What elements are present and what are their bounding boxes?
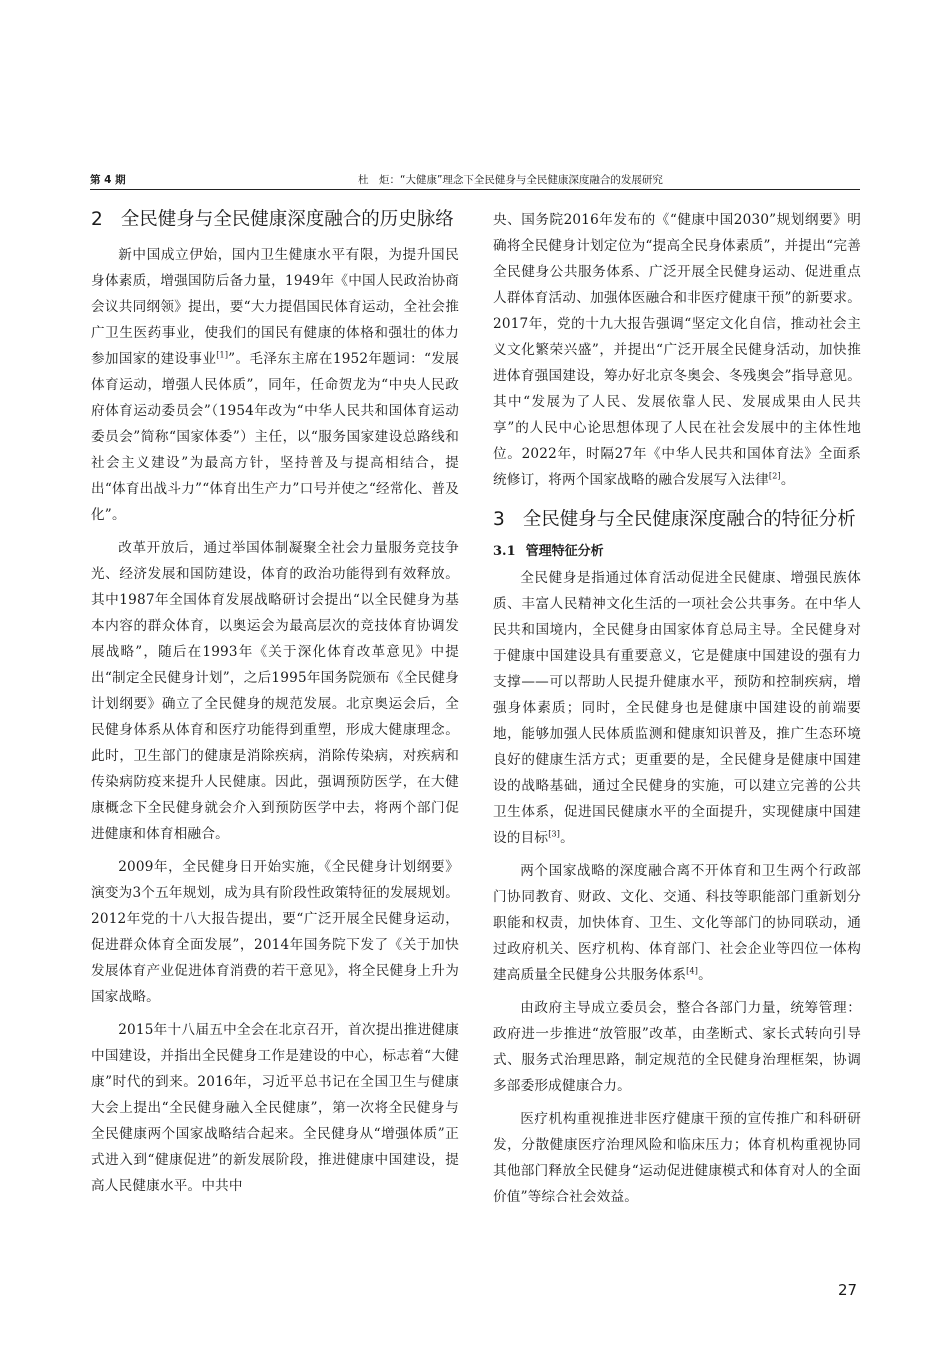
paragraph: 两个国家战略的深度融合离不开体育和卫生两个行政部门协同教育、财政、文化、交通、科技等职能部门重新划分职能和权责，加快体育、卫生、文化等部门的协同联动，通过政府机关、医疗机构、体育部门、社会企业等四位一体构建高质量全民健身公共服务体系[4]。 bbox=[493, 863, 861, 983]
section-3-title: 全民健身与全民健康深度融合的特征分析 bbox=[522, 509, 856, 530]
section-3-number: 3 bbox=[493, 509, 505, 530]
page-number: 27 bbox=[838, 1281, 858, 1299]
subsection-title: 管理特征分析 bbox=[525, 544, 604, 559]
section-2-number: 2 bbox=[91, 209, 103, 230]
citation-ref[interactable]: [3] bbox=[548, 829, 561, 839]
paragraph: 改革开放后，通过举国体制凝聚全社会力量服务竞技争光、经济发展和国防建设，体育的政治功能得到有效释放。其中1987年全国体育发展战略研讨会提出“以全民健身为基本内容的群众体育，以奥运会为最高层次的竞技体育协调发展战略”，随后在1993年《关于深化体育改革意见》中提出“制定全民健身计划”，之后1995年国务院颁布《全民健身计划纲要》确立了全民健身的规范发展。北京奥运会后，全民健身体系从体育和医疗功能得到重塑，形成大健康理念。此时，卫生部门的健康是消除疾病，消除传染病，对疾病和传染病防疫来提升人民健康。因此，强调预防医学，在大健康概念下全民健身就会介入到预防医学中去，将两个部门促进健康和体育相融合。 bbox=[91, 540, 459, 842]
paragraph: 新中国成立伊始，国内卫生健康水平有限，为提升国民身体素质，增强国防后备力量，1949年《中国人民政治协商会议共同纲领》提出，要“大力提倡国民体育运动，全社会推广卫生医药事业，使我们的国民有健康的体格和强壮的体力参加国家的建设事业[1]”。毛泽东主席在1952年题词：“发展体育运动，增强人民体质”，同年，任命贺龙为“中央人民政府体育运动委员会”（1954年改为“中华人民共和国体育运动委员会”简称“国家体委”）主任，以“服务国家建设总路线和社会主义建设”为最高方针，坚持普及与提高相结合，提出“体育出战斗力”“体育出生产力”口号并使之“经常化、普及化”。 bbox=[91, 247, 459, 523]
section-2-heading bbox=[91, 207, 459, 233]
issue-label: 第 4 期 bbox=[90, 174, 126, 186]
header-rule bbox=[90, 189, 860, 190]
paragraph: 2015年十八届五中全会在北京召开，首次提出推进健康中国建设，并指出全民健身工作是建设的中心，标志着“大健康”时代的到来。2016年，习近平总书记在全国卫生与健康大会上提出“全民健身融入全民健康”，第一次将全民健身与全民健康两个国家战略结合起来。全民健身从“增强体质”正式进入到“健康促进”的新发展阶段，推进健康中国建设，提高人民健康水平。中共中 bbox=[91, 1022, 459, 1194]
subsection-3-1-heading bbox=[493, 542, 861, 562]
citation-ref[interactable]: [4] bbox=[686, 966, 699, 976]
section-3-heading bbox=[493, 507, 861, 533]
right-column bbox=[493, 207, 861, 1217]
running-header bbox=[90, 170, 860, 190]
running-title: 杜 炬：“大健康”理念下全民健身与全民健康深度融合的发展研究 bbox=[358, 174, 663, 186]
paragraph: 医疗机构重视推进非医疗健康干预的宣传推广和科研研发，分散健康医疗治理风险和临床压力；体育机构重视协同其他部门释放全民健身“运动促进健康模式和体育对人的全面价值”等综合社会效益。 bbox=[493, 1111, 861, 1205]
citation-ref[interactable]: [1] bbox=[216, 350, 229, 360]
citation-ref[interactable]: [2] bbox=[768, 471, 781, 481]
paragraph: 全民健身是指通过体育活动促进全民健康、增强民族体质、丰富人民精神文化生活的一项社会公共事务。在中华人民共和国境内，全民健身由国家体育总局主导。全民健身对于健康中国建设具有重要意义，它是健康中国建设的强有力支撑——可以帮助人民提升健康水平，预防和控制疾病，增强身体素质；同时，全民健身也是健康中国建设的前端要地，能够加强人民体质监测和健康知识普及，推广生态环境良好的健康生活方式；更重要的是，全民健身是健康中国建设的战略基础，通过全民健身的实施，可以建立完善的公共卫生体系，促进国民健康水平的全面提升，实现健康中国建设的目标[3]。 bbox=[493, 570, 861, 846]
section-2-title: 全民健身与全民健康深度融合的历史脉络 bbox=[120, 209, 454, 230]
paragraph: 由政府主导成立委员会，整合各部门力量，统筹管理：政府进一步推进“放管服”改革，由垄断式、家长式转向引导式、服务式治理思路，制定规范的全民健身治理框架，协调多部委形成健康合力。 bbox=[493, 1000, 861, 1094]
subsection-number: 3.1 bbox=[493, 544, 516, 559]
left-column bbox=[91, 207, 459, 1206]
paragraph-continued: 央、国务院2016年发布的《“健康中国2030”规划纲要》明确将全民健身计划定位为“提高全民身体素质”，并提出“完善全民健身公共服务体系、广泛开展全民健身运动、促进重点人群体育活动、加强体医融合和非医疗健康干预”的新要求。2017年，党的十九大报告强调“坚定文化自信，推动社会主义文化繁荣兴盛”，并提出“广泛开展全民健身活动，加快推进体育强国建设，筹办好北京冬奥会、冬残奥会”指导意见。其中“发展为了人民、发展依靠人民、发展成果由人民共享”的人民中心论思想体现了人民在社会发展中的主体性地位。2022年，时隔27年《中华人民共和国体育法》全面系统修订，将两个国家战略的融合发展写入法律[2]。 bbox=[493, 212, 861, 488]
paragraph: 2009年，全民健身日开始实施，《全民健身计划纲要》演变为3个五年规划，成为具有阶段性政策特征的发展规划。2012年党的十八大报告提出，要“广泛开展全民健身运动，促进群众体育全面发展”，2014年国务院下发了《关于加快发展体育产业促进体育消费的若干意见》，将全民健身上升为国家战略。 bbox=[91, 859, 459, 1005]
